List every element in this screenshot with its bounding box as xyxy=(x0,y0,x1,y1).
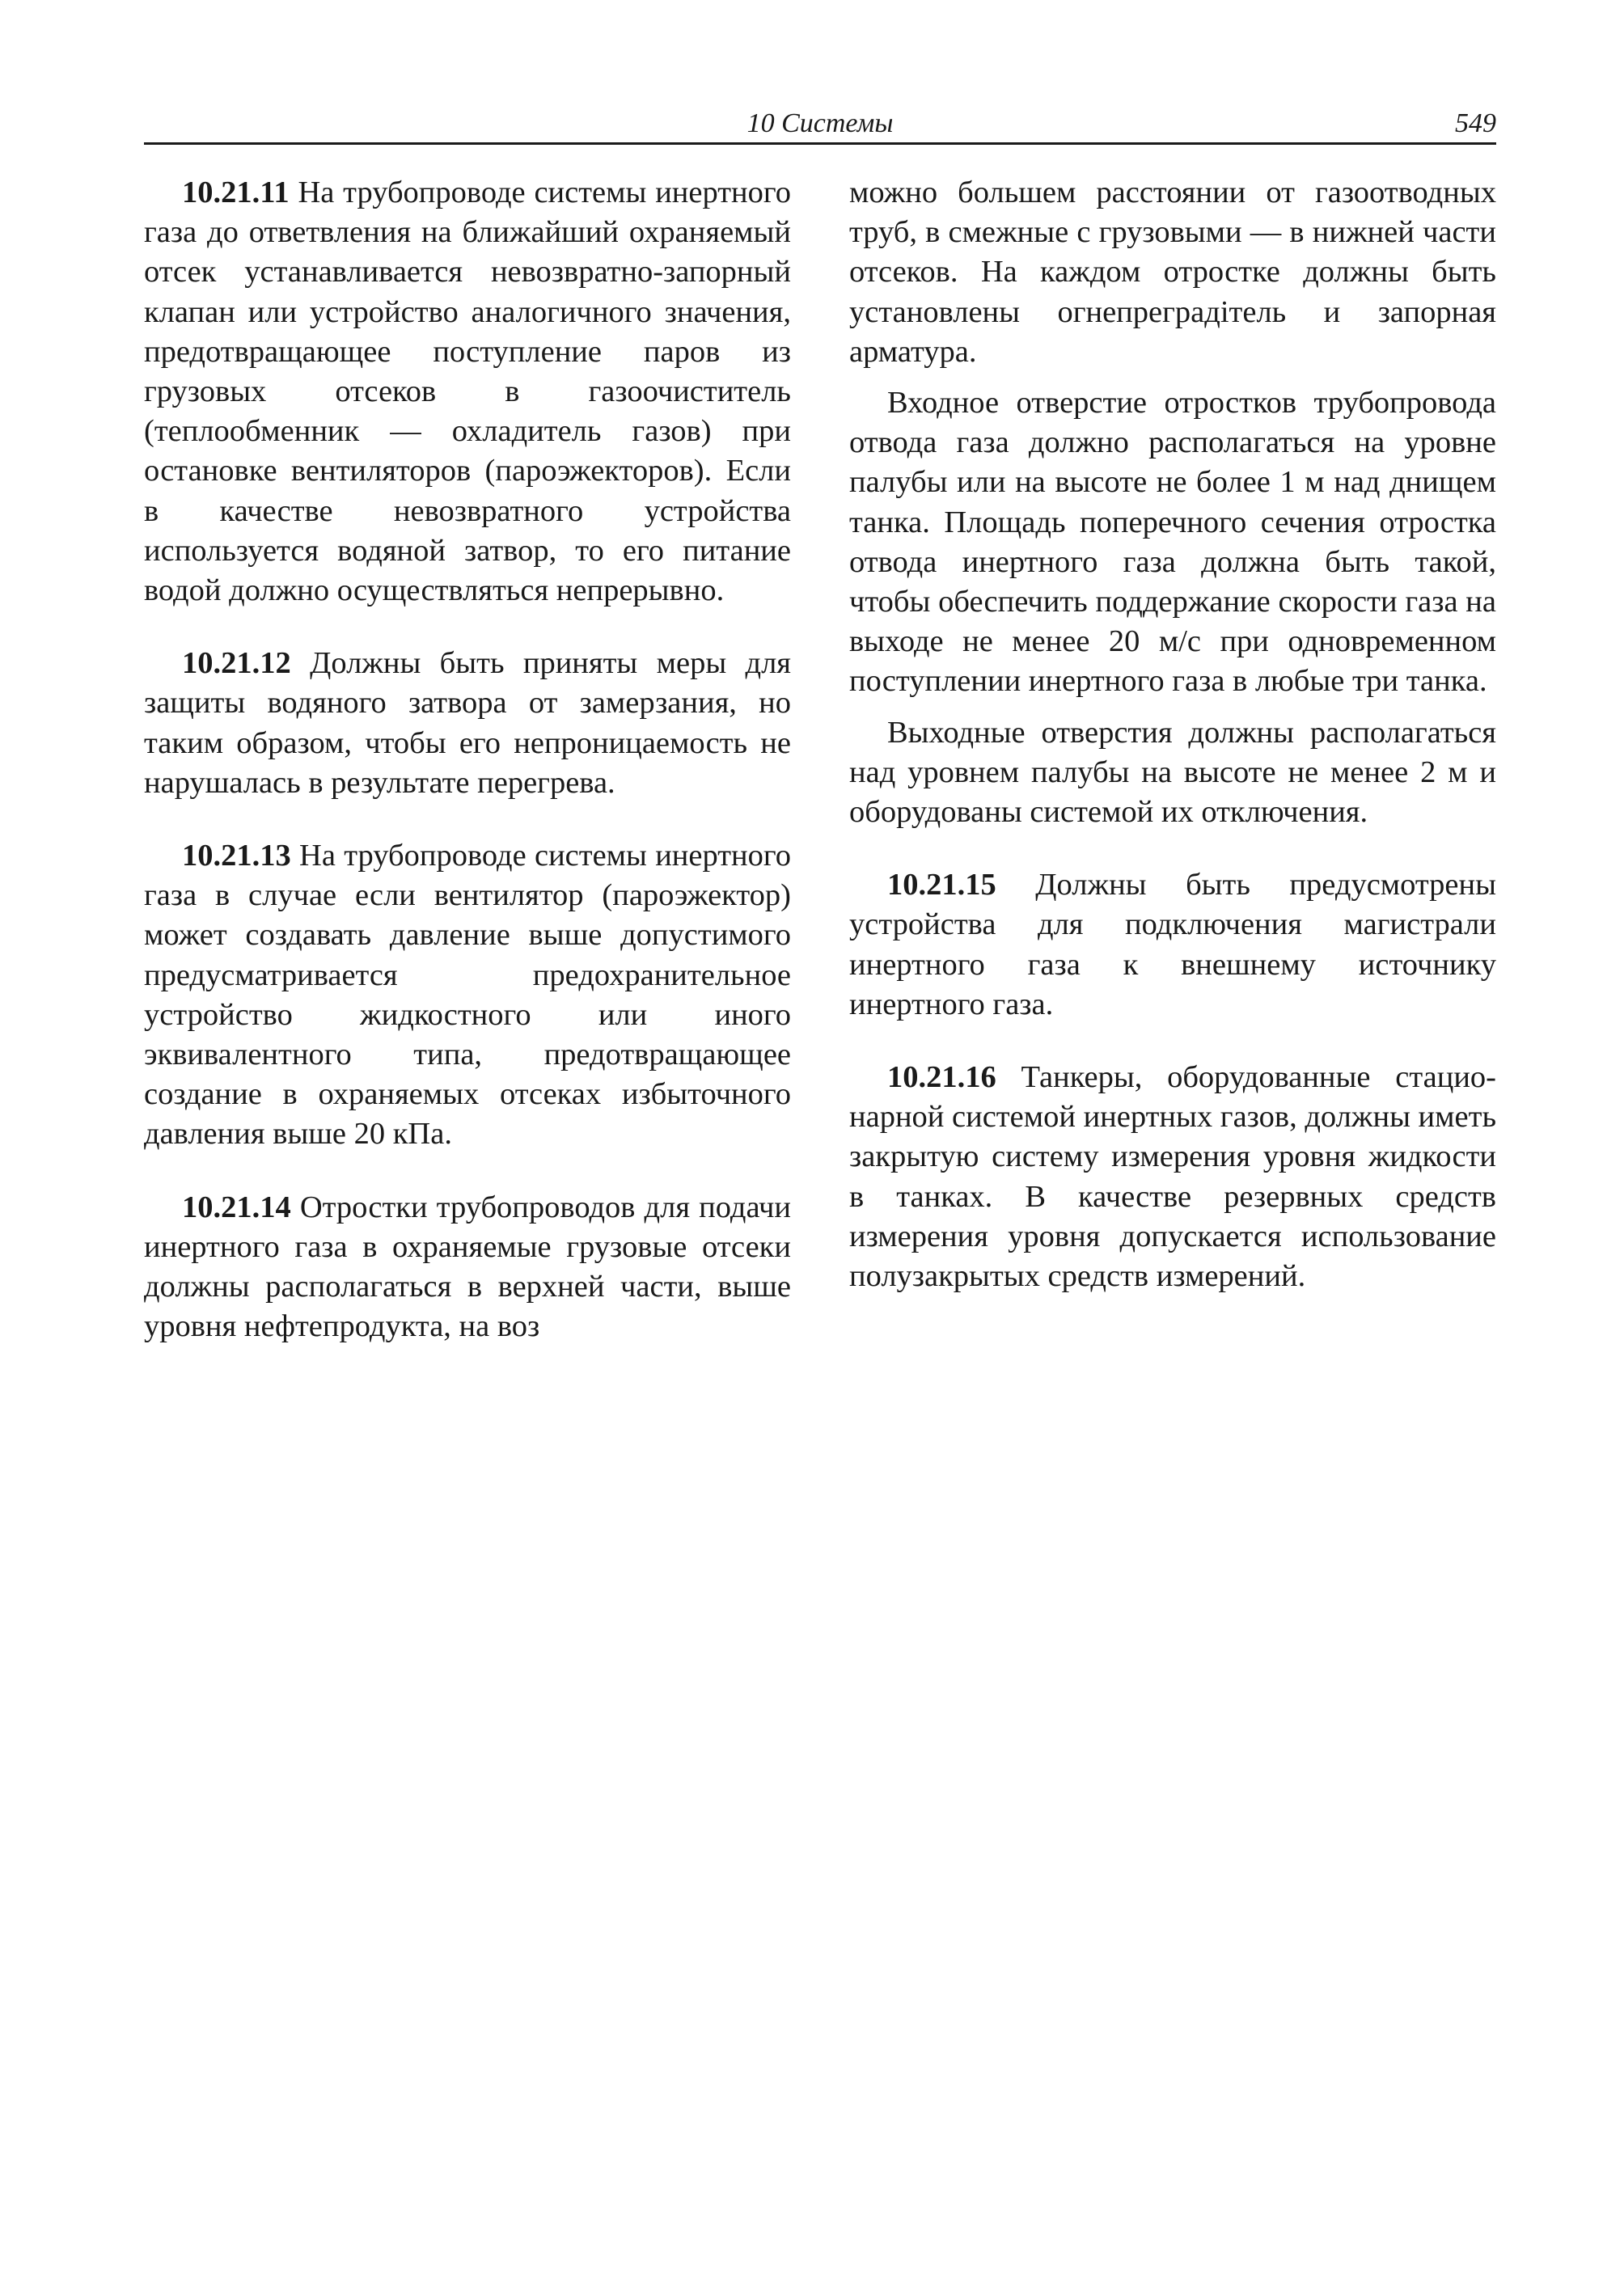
outlet-paragraph: Выходные отверстия должны располагаться над уровнем палубы на высоте не менее 2 м и оборудованы системой их отключения. xyxy=(849,715,1496,830)
clause-number: 10.21.11 xyxy=(182,175,290,209)
clause-10-21-14 xyxy=(144,1188,791,1347)
page-number: 549 xyxy=(1455,108,1496,138)
clause-text: Должны быть предусмотрены устройства для подключения магистрали инертного газа к внешнему источнику инертного газа. xyxy=(849,868,1496,1021)
clause-10-21-14-continuation: можно большем расстоянии от газоотводных труб, в смежные с грузовыми — в нижней части отсеков. На каждом отростке должны быть установлены огнепреградiтель и запорная арматура. xyxy=(849,175,1496,369)
clause-number: 10.21.16 xyxy=(887,1060,996,1095)
clause-number: 10.21.15 xyxy=(887,868,996,902)
left-column xyxy=(144,173,791,1346)
clause-10-21-11 xyxy=(144,173,791,611)
clause-text: Отростки трубопроводов для подачи инертного газа в охраняемые грузовые отсеки должны располагаться в верхней части, выше уровня нефтепродукта, на воз xyxy=(144,1190,791,1344)
clause-number: 10.21.13 xyxy=(182,839,291,873)
right-column xyxy=(849,173,1496,1296)
inlet-paragraph: Входное отверстие отростков трубопровода отвода газа должно располагаться на уровне палубы или на высоте не более 1 м над днищем танка. Площадь поперечного сечения отростка отвода инертного газа должна быть такой, чтобы обеспечить поддержание скорости газа на выходе не менее 20 м/с при одновременном поступлении инертного газа в любые три танка. xyxy=(849,386,1496,699)
page-header xyxy=(144,107,1496,145)
clause-text: Должны быть приняты меры для защиты водяного затвора от замерзания, но таким образом, чтобы его непроницаемость не нарушалась в результате перегрева. xyxy=(144,646,792,800)
clause-10-21-13 xyxy=(144,836,791,1155)
clause-text: Танкеры, оборудованные стационарной системой инертных газов, должны иметь закрытую систему измерения уровня жидкости в танках. В качестве резервных средств измерения уровня допускается использование полузакрытых средств измерений. xyxy=(849,1060,1496,1294)
clause-text: На трубопроводе системы инертного газа до ответвления на ближайший охраняемый отсек устанавливается невозвратно-запорный клапан или устройство аналогичного значения, предотвращающее поступление паров из грузовых отсеков в газоочиститель (теплообменник — охладитель газов) при остановке вентиляторов (пароэжекторов). Если в качестве невозвратного устройства используется водяной затвор, то его питание водой должно осуществляться непрерывно. xyxy=(144,175,791,608)
clause-number: 10.21.14 xyxy=(182,1190,291,1224)
running-title: 10 Системы xyxy=(746,108,894,138)
clause-10-21-16 xyxy=(849,1058,1496,1296)
clause-10-21-12 xyxy=(144,644,791,803)
clause-10-21-15 xyxy=(849,865,1496,1025)
clause-text: На трубопроводе системы инертного газа в случае если вентилятор (пароэжектор) может создавать давление выше допустимого предусматривается предохранительное устройство жидкостного или иного эквивалентного типа, предотвращающее создание в охраняемых отсеках избыточного давления выше 20 кПа. xyxy=(144,839,791,1152)
clause-number: 10.21.12 xyxy=(182,646,291,681)
